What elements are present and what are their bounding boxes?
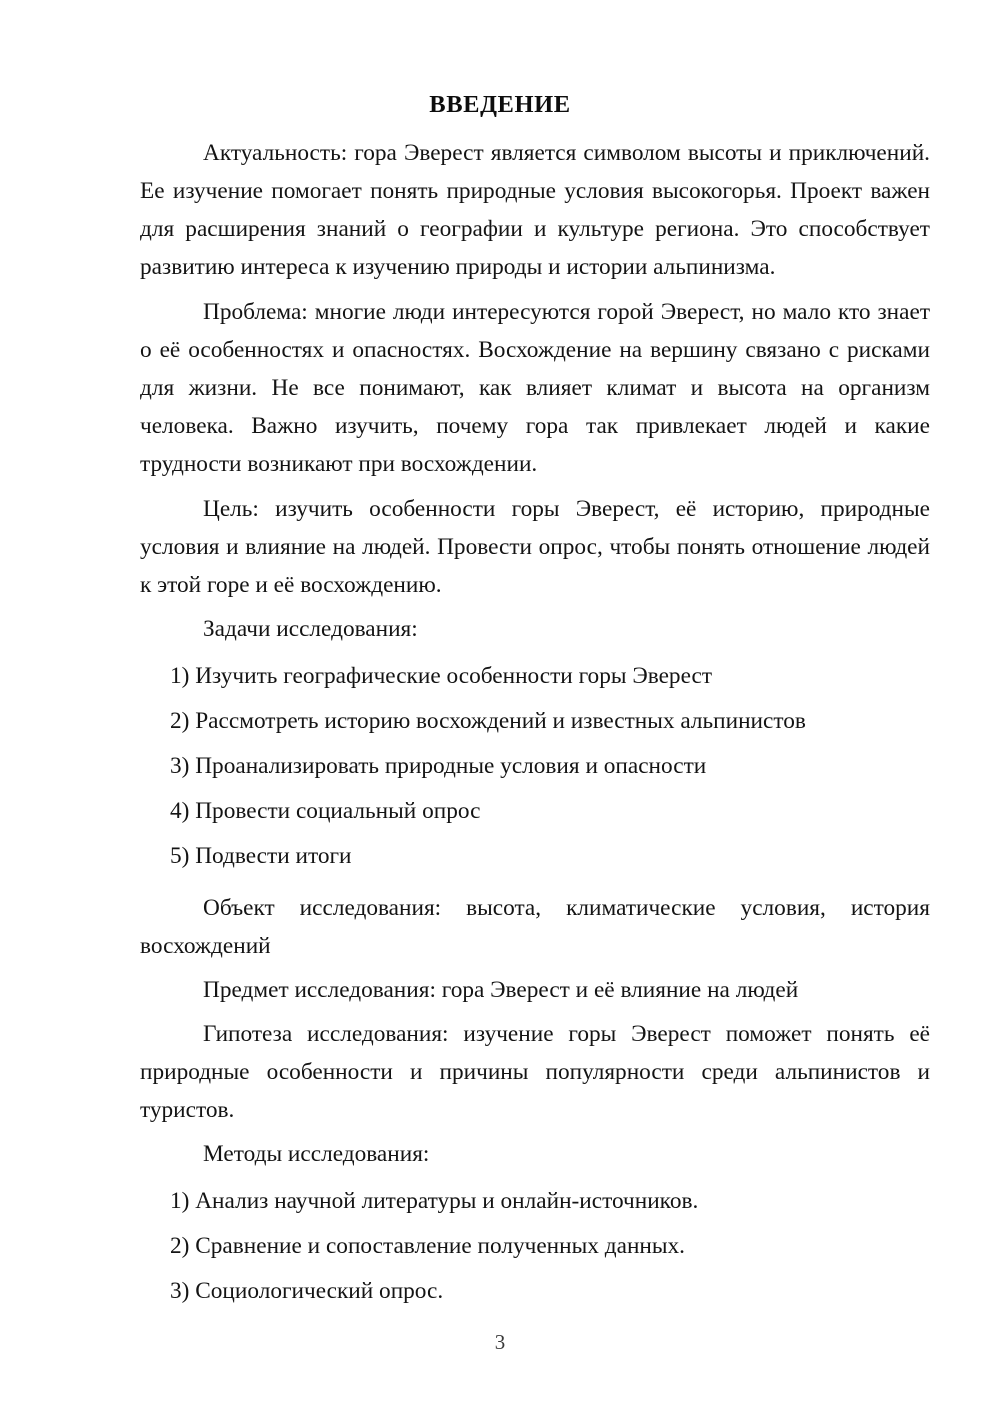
list-item: 1) Анализ научной литературы и онлайн-источников. [170,1188,699,1214]
document-body [140,134,930,1314]
paragraph-goal: Цель: изучить особенности горы Эверест, её историю, природные условия и влияние на людей. Провести опрос, чтобы понять отношение людей к этой горе и её восхождению. [140,496,930,598]
paragraph-relevance: Актуальность: гора Эверест является символом высоты и приключений. Ее изучение помогает понять природные условия высокогорья. Проект важен для расширения знаний о географии и культуре региона. Это способствует развитию интереса к изучению природы и истории альпинизма. [140,140,930,280]
list-item: 3) Проанализировать природные условия и опасности [170,753,707,779]
methods-label: Методы исследования: [203,1141,430,1167]
paragraph-spacer [140,483,930,490]
list-spacer [140,879,930,889]
paragraph-spacer [140,286,930,293]
paragraph-subject: Предмет исследования: гора Эверест и её влияние на людей [203,977,799,1003]
tasks-list [140,654,930,879]
paragraph-problem: Проблема: многие люди интересуются горой Эверест, но мало кто знает о её особенностях и опасностях. Восхождение на вершину связано с рисками для жизни. Не все понимают, как влияет климат и высота на организм человека. Важно изучить, почему гора так привлекает людей и какие трудности возникают при восхождении. [140,299,930,477]
list-item: 2) Рассмотреть историю восхождений и известных альпинистов [170,708,806,734]
page-number: 3 [494,1330,506,1354]
list-item: 5) Подвести итоги [170,843,352,869]
list-item: 2) Сравнение и сопоставление полученных данных. [170,1233,685,1259]
paragraph-hypothesis: Гипотеза исследования: изучение горы Эверест поможет понять её природные особенности и причины популярности среди альпинистов и туристов. [140,1021,930,1123]
tasks-label: Задачи исследования: [203,616,418,642]
list-item: 1) Изучить географические особенности горы Эверест [170,663,713,689]
list-item: 3) Социологический опрос. [170,1278,444,1304]
methods-list [140,1179,930,1314]
page-title: ВВЕДЕНИЕ [429,91,571,118]
paragraph-object: Объект исследования: высота, климатические условия, история восхождений [140,895,930,959]
list-item: 4) Провести социальный опрос [170,798,481,824]
